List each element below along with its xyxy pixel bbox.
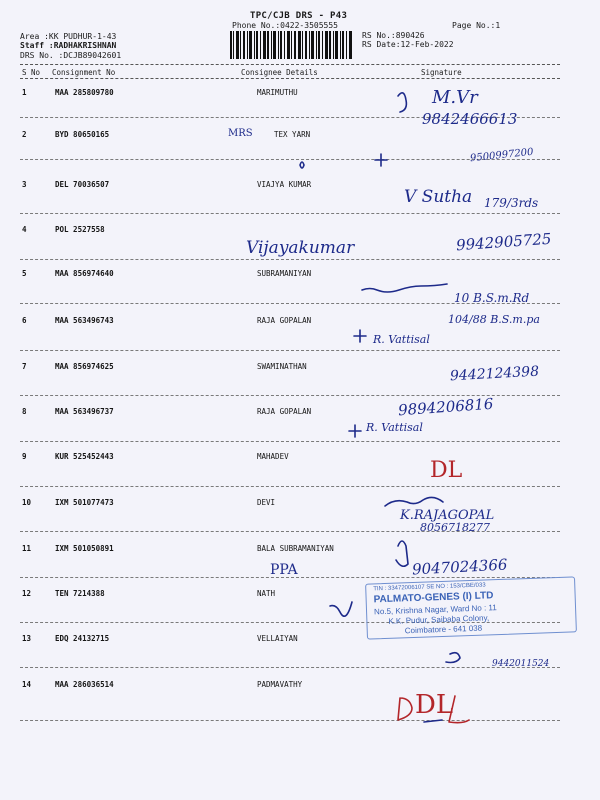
handwritten-mark: DL (415, 690, 454, 720)
table-row (0, 634, 600, 679)
row-consignment: POL 2527558 (55, 225, 105, 234)
handwritten-note: 179/3rds (484, 196, 539, 210)
row-consignee: SWAMINATHAN (257, 362, 307, 371)
handwritten-address: 104/88 B.S.m.pa (448, 313, 540, 326)
handwritten-note: PPA (270, 562, 298, 578)
row-consignee: PADMAVATHY (257, 680, 303, 689)
row-consignee: MARIMUTHU (257, 88, 298, 97)
row-divider (20, 720, 560, 721)
handwritten-phone: 9894206816 (397, 394, 494, 420)
handwritten-signature: R. Vattisal (366, 421, 423, 434)
column-header-signature: Signature (421, 68, 462, 77)
row-consignment: MAA 286036514 (55, 680, 114, 689)
row-sno: 5 (22, 269, 27, 278)
table-row (0, 680, 600, 725)
row-consignee: RAJA GOPALAN (257, 407, 312, 416)
header-divider-bottom (20, 78, 560, 79)
company-stamp (365, 576, 577, 639)
row-sno: 11 (22, 544, 32, 553)
row-sno: 3 (22, 180, 27, 189)
header-divider-top (20, 64, 560, 65)
area-field: Area :KK PUDHUR-1-43 (20, 32, 117, 41)
row-divider (20, 259, 560, 260)
stamp-address-line: No.5, Krishna Nagar, Ward No : 11 (373, 603, 497, 617)
row-divider (20, 441, 560, 442)
column-header-consignee: Consignee Details (241, 68, 318, 77)
staff-field: Staff :RADHAKRISHNAN (20, 41, 117, 50)
row-consignee: TEX YARN (274, 130, 311, 139)
row-consignment: IXM 501050891 (55, 544, 114, 553)
row-consignment: DEL 70036507 (55, 180, 110, 189)
row-consignment: KUR 525452443 (55, 452, 114, 461)
handwritten-phone: 8056718277 (420, 521, 490, 534)
row-divider (20, 350, 560, 351)
handwritten-phone: 9942905725 (455, 229, 552, 255)
row-sno: 1 (22, 88, 27, 97)
column-header-sno: S No (22, 68, 41, 77)
handwritten-phone: 9842466613 (422, 110, 518, 128)
row-sno: 7 (22, 362, 27, 371)
row-sno: 9 (22, 452, 27, 461)
handwritten-phone: 9442124398 (449, 363, 540, 385)
row-consignee: RAJA GOPALAN (257, 316, 312, 325)
stamp-address-line: Coimbatore - 641 038 (404, 623, 483, 636)
row-consignment: MAA 856974625 (55, 362, 114, 371)
table-row (0, 498, 600, 543)
handwritten-signature: V Sutha (404, 187, 473, 207)
row-consignee: MAHADEV (257, 452, 289, 461)
drs-number: DRS No. :DCJB89042601 (20, 51, 122, 60)
barcode-image (230, 31, 354, 59)
row-consignee: SUBRAMANIYAN (257, 269, 312, 278)
stamp-address-line: K.K. Pudur, Saibaba Colony, (388, 613, 490, 626)
phone-number: Phone No.:0422-3505555 (232, 21, 338, 30)
row-sno: 14 (22, 680, 32, 689)
row-consignment: MAA 563496743 (55, 316, 114, 325)
row-sno: 13 (22, 634, 32, 643)
handwritten-signature: R. Vattisal (373, 333, 430, 346)
handwritten-phone: 9442011524 (492, 659, 550, 669)
row-consignment: TEN 7214388 (55, 589, 105, 598)
rs-number: RS No.:890426 (362, 31, 425, 40)
handwritten-signature: M.Vr (432, 87, 478, 108)
row-consignment: BYD 80650165 (55, 130, 110, 139)
row-consignee: NATH (257, 589, 276, 598)
stamp-company-name: PALMATO-GENES (I) LTD (373, 590, 494, 606)
row-sno: 12 (22, 589, 32, 598)
handwritten-phone: 9500997200 (469, 146, 535, 165)
handwritten-phone: 9047024366 (411, 555, 508, 579)
row-divider (20, 667, 560, 668)
document-title: TPC/CJB DRS - P43 (250, 11, 348, 21)
handwritten-note: MRS (228, 128, 253, 139)
row-sno: 10 (22, 498, 32, 507)
handwritten-mark: DL (430, 458, 463, 483)
page-number: Page No.:1 (452, 21, 501, 30)
stamp-tin: TIN : 33472006107 SE NO : 153/CBE/033 (373, 582, 486, 593)
handwritten-address: 10 B.S.m.Rd (454, 291, 530, 305)
table-row (0, 407, 600, 452)
column-header-consignment: Consignment No (52, 68, 116, 77)
row-divider (20, 213, 560, 214)
row-consignment: MAA 285809780 (55, 88, 114, 97)
handwritten-name: K.RAJAGOPAL (400, 508, 495, 523)
row-sno: 8 (22, 407, 27, 416)
row-consignment: EDQ 24132715 (55, 634, 110, 643)
row-sno: 4 (22, 225, 27, 234)
row-divider (20, 486, 560, 487)
row-consignee: DEVI (257, 498, 276, 507)
row-sno: 2 (22, 130, 27, 139)
table-row (0, 452, 600, 497)
row-consignee: VIAJYA KUMAR (257, 180, 312, 189)
handwritten-name: Vijayakumar (246, 238, 355, 258)
row-sno: 6 (22, 316, 27, 325)
rs-date: RS Date:12-Feb-2022 (362, 40, 454, 49)
row-consignment: MAA 856974640 (55, 269, 114, 278)
row-consignment: MAA 563496737 (55, 407, 114, 416)
row-consignee: VELLAIYAN (257, 634, 298, 643)
row-consignee: BALA SUBRAMANIYAN (257, 544, 334, 553)
row-consignment: IXM 501077473 (55, 498, 114, 507)
